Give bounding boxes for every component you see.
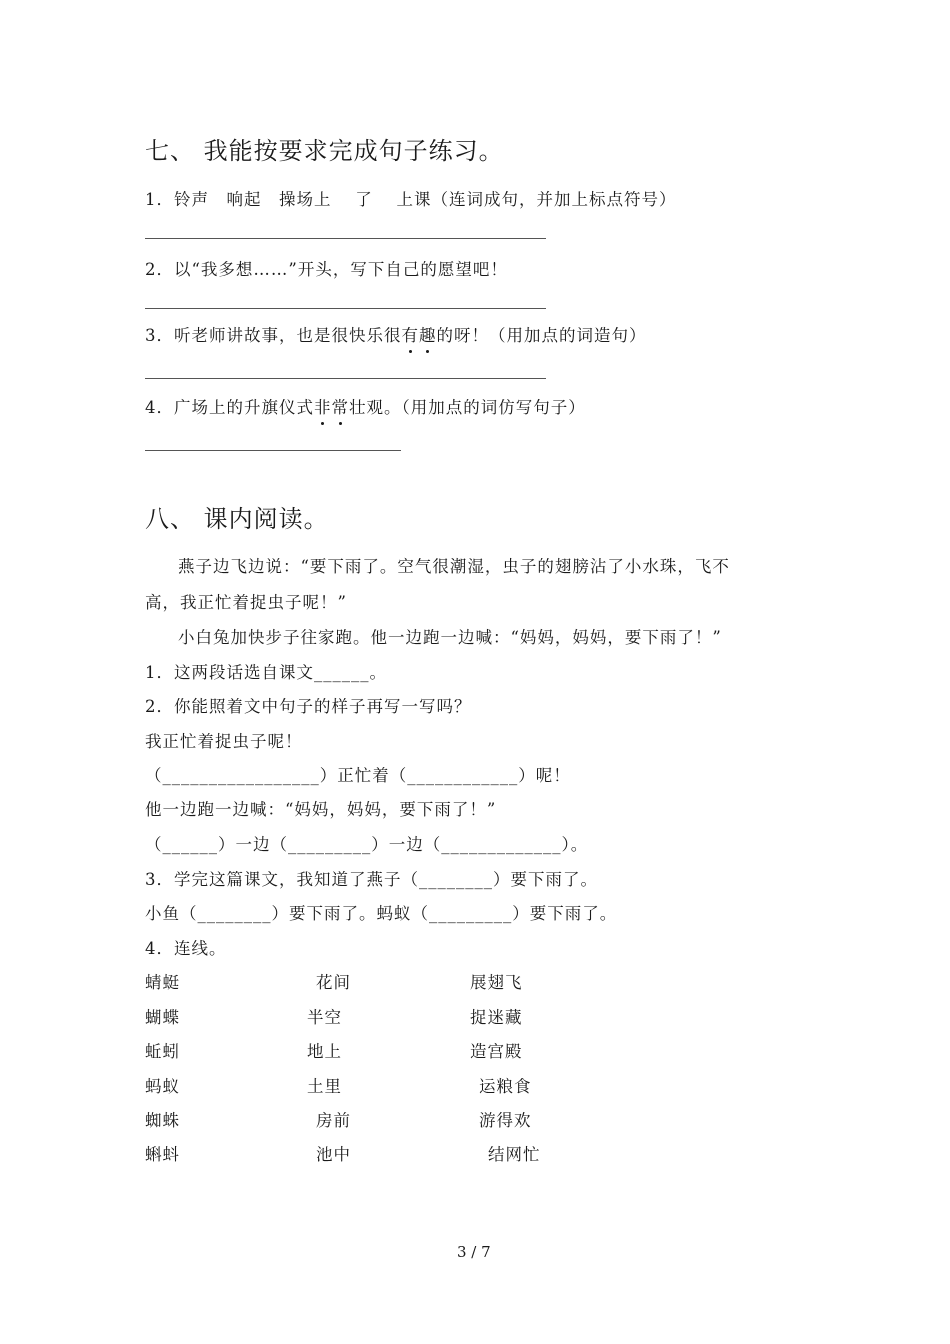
match-left-1[interactable]: 蜻蜓 — [145, 973, 180, 992]
match-left-4[interactable]: 蚂蚁 — [145, 1077, 180, 1096]
match-left-6[interactable]: 蝌蚪 — [145, 1145, 180, 1164]
s8-question-1: 1．这两段话选自课文______。 — [145, 663, 387, 682]
s7-question-1: 1．铃声 响起 操场上 了 上课（连词成句，并加上标点符号） — [145, 190, 677, 209]
s8-question-3-continued[interactable]: 小鱼（________）要下雨了。蚂蚁（_________）要下雨了。 — [145, 904, 618, 923]
match-right-3[interactable]: 造宫殿 — [470, 1042, 523, 1061]
reading-paragraph-1-line-2: 高，我正忙着捉虫子呢！” — [145, 593, 347, 612]
s8-question-3[interactable]: 3．学完这篇课文，我知道了燕子（________）要下雨了。 — [145, 870, 598, 889]
section-7-title: 七、 我能按要求完成句子练习。 — [145, 137, 504, 165]
s7-q4-text-post: 壮观。（用加点的词仿写句子） — [349, 398, 586, 417]
s7-q4-dotted-char-2: 常 — [332, 394, 350, 418]
match-middle-1[interactable]: 花间 — [316, 973, 351, 992]
s7-answer-line-2[interactable] — [145, 308, 546, 309]
match-left-3[interactable]: 蚯蚓 — [145, 1042, 180, 1061]
s7-q3-text-post: 的呀！（用加点的词造句） — [436, 326, 647, 345]
s7-q4-text-pre: 4．广场上的升旗仪式 — [145, 398, 314, 417]
match-left-2[interactable]: 蝴蝶 — [145, 1008, 180, 1027]
reading-paragraph-2: 小白兔加快步子往家跑。他一边跑一边喊：“妈妈，妈妈，要下雨了！” — [178, 628, 722, 647]
s7-answer-line-4[interactable] — [145, 450, 401, 451]
match-middle-4[interactable]: 土里 — [307, 1077, 342, 1096]
section-8-title: 八、 课内阅读。 — [145, 505, 329, 533]
match-middle-2[interactable]: 半空 — [307, 1008, 342, 1027]
s7-answer-line-3[interactable] — [145, 378, 546, 379]
match-middle-6[interactable]: 池中 — [316, 1145, 351, 1164]
s7-question-4 — [145, 394, 586, 418]
reading-paragraph-1-line-1: 燕子边飞边说：“要下雨了。空气很潮湿，虫子的翅膀沾了小水珠，飞不 — [178, 557, 730, 576]
s7-q3-dotted-char-2: 趣 — [419, 322, 437, 346]
s7-question-2: 2．以“我多想……”开头，写下自己的愿望吧！ — [145, 260, 508, 279]
s8-question-2: 2．你能照着文中句子的样子再写一写吗？ — [145, 697, 472, 716]
match-right-4[interactable]: 运粮食 — [479, 1077, 532, 1096]
s8-example-1: 我正忙着捉虫子呢！ — [145, 732, 303, 751]
s8-question-4: 4．连线。 — [145, 939, 227, 958]
page-number: 3 / 7 — [457, 1243, 491, 1261]
s8-fill-blank-2[interactable]: （______）一边（_________）一边（_____________）。 — [145, 835, 589, 854]
match-right-2[interactable]: 捉迷藏 — [470, 1008, 523, 1027]
match-right-1[interactable]: 展翅飞 — [470, 973, 523, 992]
s7-answer-line-1[interactable] — [145, 238, 546, 239]
s8-example-2: 他一边跑一边喊：“妈妈，妈妈，要下雨了！” — [145, 800, 497, 819]
s7-q3-dotted-char-1: 有 — [402, 322, 420, 346]
s7-q3-text-pre: 3．听老师讲故事，也是很快乐很 — [145, 326, 402, 345]
match-right-5[interactable]: 游得欢 — [479, 1111, 532, 1130]
match-left-5[interactable]: 蜘蛛 — [145, 1111, 180, 1130]
match-right-6[interactable]: 结网忙 — [488, 1145, 541, 1164]
s7-q4-dotted-char-1: 非 — [314, 394, 332, 418]
match-middle-5[interactable]: 房前 — [316, 1111, 351, 1130]
match-middle-3[interactable]: 地上 — [307, 1042, 342, 1061]
s7-question-3 — [145, 322, 647, 346]
s8-fill-blank-1[interactable]: （_________________）正忙着（____________）呢！ — [145, 766, 571, 785]
